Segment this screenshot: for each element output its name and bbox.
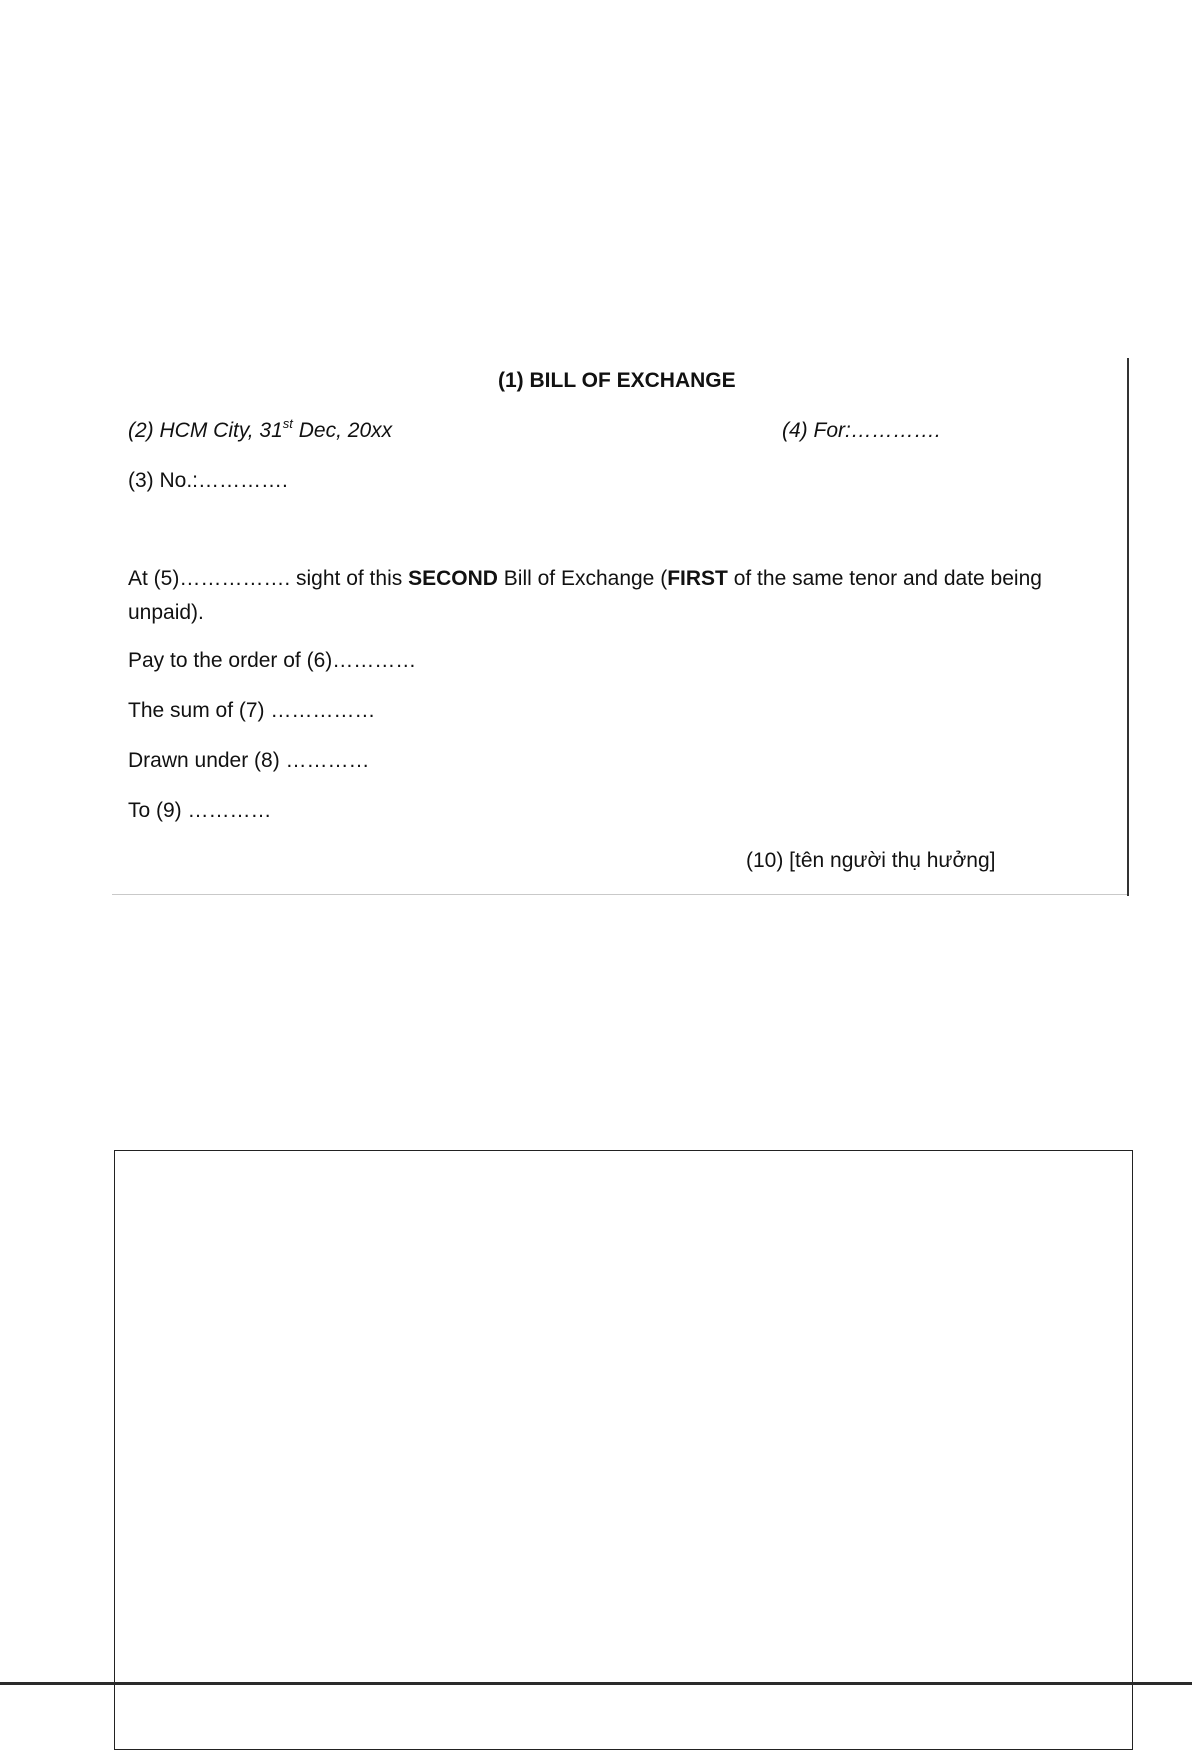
place-and-date [128, 418, 392, 444]
place-date-prefix: (2) HCM City, 31 [128, 419, 283, 442]
tenor-line [128, 566, 1042, 592]
beneficiary-signature: (10) [tên người thụ hưởng] [746, 849, 996, 872]
bill-of-exchange-form [112, 358, 1128, 895]
date-ordinal-suffix: st [282, 416, 293, 431]
amount-for-field: (4) For:…………. [782, 419, 941, 442]
bill-number-field: (3) No.:…………. [128, 469, 288, 492]
sum-line: The sum of (7) …………… [128, 699, 376, 722]
tenor-suffix: of the same tenor and date being [727, 567, 1042, 590]
blank-answer-box [114, 1150, 1133, 1750]
bill-title: (1) BILL OF EXCHANGE [498, 369, 736, 392]
drawee-line: To (9) ………… [128, 799, 272, 822]
pay-to-order-line: Pay to the order of (6)………… [128, 649, 417, 672]
tenor-middle: Bill of Exchange ( [497, 567, 668, 590]
tenor-prefix: At (5)……………. sight of this [128, 567, 409, 590]
drawn-under-line: Drawn under (8) ………… [128, 749, 370, 772]
second-keyword: SECOND [408, 567, 498, 590]
place-date-suffix: Dec, 20xx [292, 419, 393, 442]
tenor-continuation: unpaid). [128, 601, 204, 624]
first-keyword: FIRST [667, 567, 728, 590]
bill-right-border [1127, 358, 1129, 896]
